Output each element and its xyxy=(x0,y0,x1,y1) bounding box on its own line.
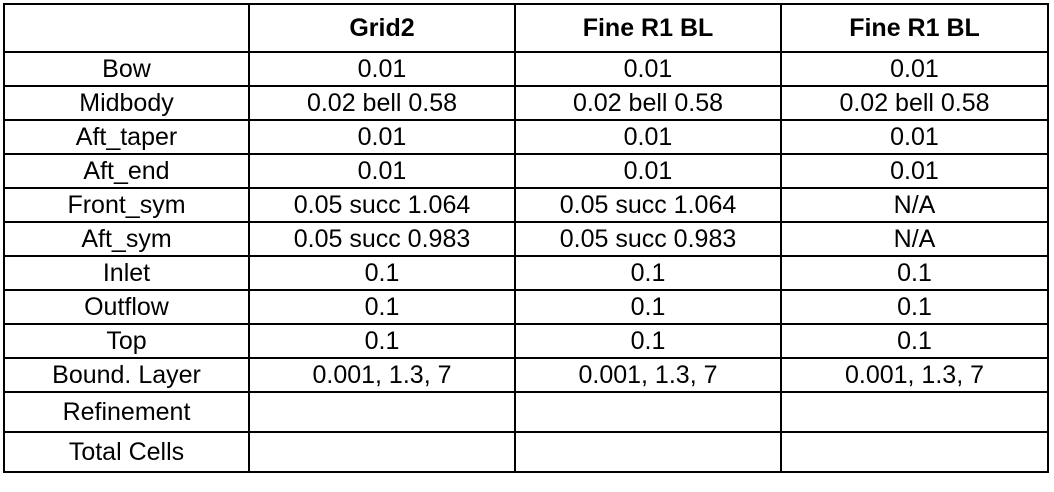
table-row xyxy=(4,358,1048,392)
header-cell-fine-r1-bl-2: Fine R1 BL xyxy=(781,4,1048,52)
grid-parameters-table xyxy=(3,3,1049,473)
table-cell: 0.1 xyxy=(515,256,781,290)
row-label: Refinement xyxy=(4,392,249,432)
header-cell-blank xyxy=(4,4,249,52)
table-cell: 0.02 bell 0.58 xyxy=(249,86,515,120)
table-row xyxy=(4,222,1048,256)
table-cell: 0.05 succ 1.064 xyxy=(249,188,515,222)
table-cell: 0.05 succ 0.983 xyxy=(515,222,781,256)
row-label: Inlet xyxy=(4,256,249,290)
table-cell: 0.001, 1.3, 7 xyxy=(515,358,781,392)
table-cell: 0.001, 1.3, 7 xyxy=(249,358,515,392)
row-label: Aft_sym xyxy=(4,222,249,256)
table-row xyxy=(4,154,1048,188)
table-cell: 0.01 xyxy=(781,52,1048,86)
row-label: Top xyxy=(4,324,249,358)
table-row xyxy=(4,256,1048,290)
table-cell: 0.1 xyxy=(781,256,1048,290)
table-cell: N/A xyxy=(781,222,1048,256)
row-label: Aft_taper xyxy=(4,120,249,154)
row-label: Midbody xyxy=(4,86,249,120)
table-row xyxy=(4,188,1048,222)
table-cell: 0.01 xyxy=(249,120,515,154)
table-cell: 0.01 xyxy=(515,52,781,86)
table-cell: 0.1 xyxy=(781,324,1048,358)
table-cell: 0.01 xyxy=(781,120,1048,154)
table-cell: 0.05 succ 0.983 xyxy=(249,222,515,256)
header-cell-grid2: Grid2 xyxy=(249,4,515,52)
row-label: Bow xyxy=(4,52,249,86)
table-cell: 0.01 xyxy=(249,52,515,86)
table-cell: 0.1 xyxy=(249,290,515,324)
row-label: Outflow xyxy=(4,290,249,324)
table-cell: 0.01 xyxy=(515,120,781,154)
table-row xyxy=(4,120,1048,154)
table-cell: 0.1 xyxy=(781,290,1048,324)
row-label: Total Cells xyxy=(4,432,249,472)
table-cell: 0.05 succ 1.064 xyxy=(515,188,781,222)
table-row xyxy=(4,324,1048,358)
table-cell xyxy=(781,392,1048,432)
table-cell xyxy=(249,432,515,472)
table-row xyxy=(4,52,1048,86)
table-cell: 0.02 bell 0.58 xyxy=(515,86,781,120)
table-cell: 0.01 xyxy=(781,154,1048,188)
row-label: Bound. Layer xyxy=(4,358,249,392)
table-row xyxy=(4,86,1048,120)
table-cell: 0.001, 1.3, 7 xyxy=(781,358,1048,392)
table-cell xyxy=(515,432,781,472)
table-row xyxy=(4,392,1048,432)
table-cell: 0.01 xyxy=(515,154,781,188)
table-cell: 0.1 xyxy=(515,290,781,324)
table-cell: N/A xyxy=(781,188,1048,222)
row-label: Aft_end xyxy=(4,154,249,188)
table-cell xyxy=(781,432,1048,472)
table-row xyxy=(4,290,1048,324)
header-cell-fine-r1-bl: Fine R1 BL xyxy=(515,4,781,52)
table-cell xyxy=(249,392,515,432)
row-label: Front_sym xyxy=(4,188,249,222)
header-row xyxy=(4,4,1048,52)
table-cell: 0.02 bell 0.58 xyxy=(781,86,1048,120)
table-cell: 0.1 xyxy=(515,324,781,358)
table-row xyxy=(4,432,1048,472)
table-cell: 0.01 xyxy=(249,154,515,188)
table-cell: 0.1 xyxy=(249,324,515,358)
table-cell xyxy=(515,392,781,432)
table-cell: 0.1 xyxy=(249,256,515,290)
